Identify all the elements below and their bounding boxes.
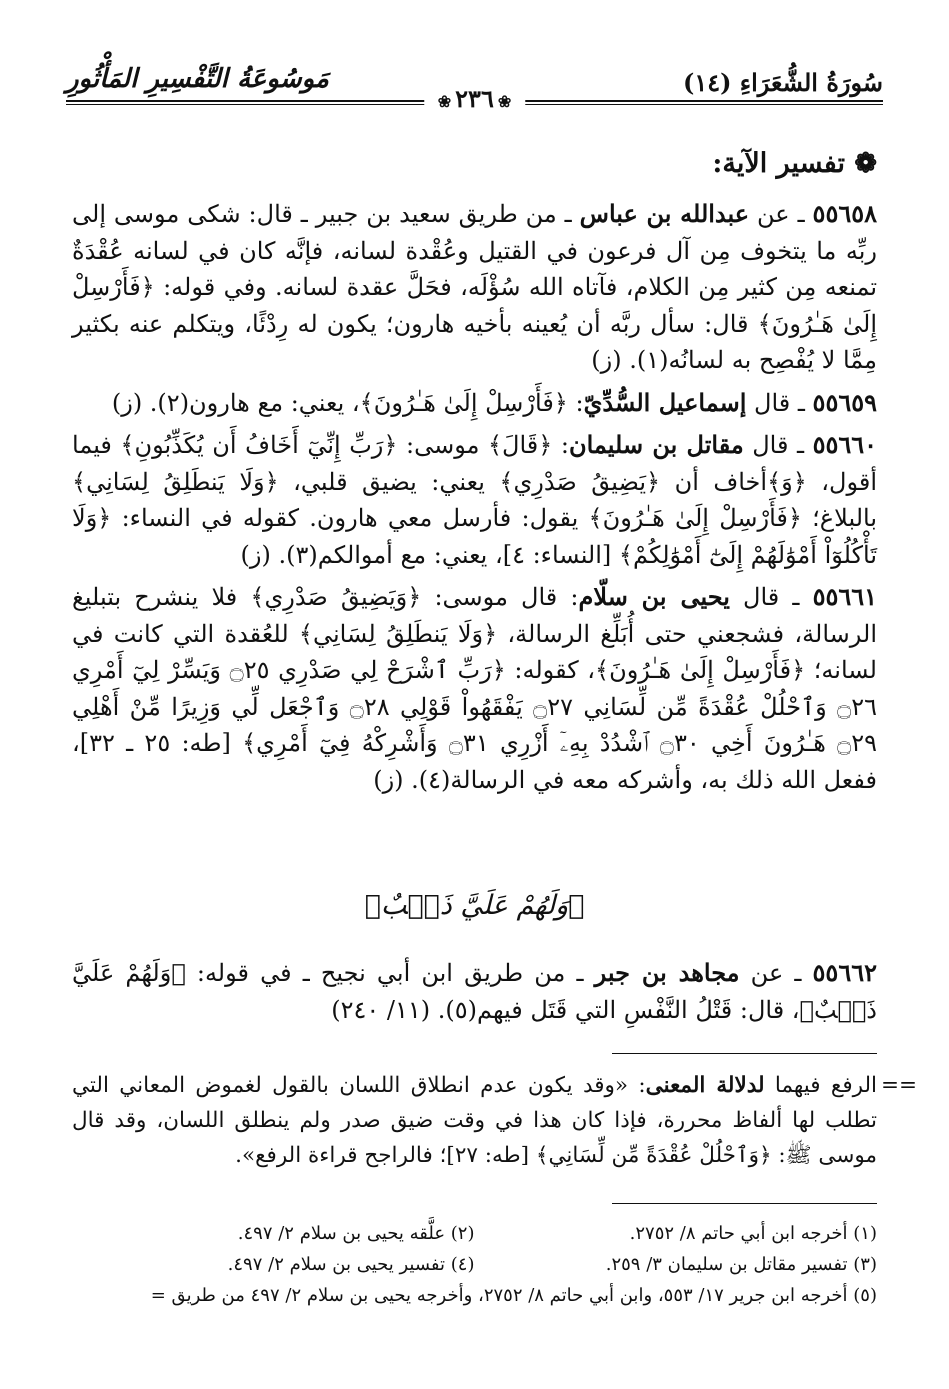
- continued-note: [72, 1068, 917, 1173]
- footnote-3: (٣) تفسير مقاتل بن سليمان ٣/ ٢٥٩.: [605, 1254, 877, 1275]
- narrator-name: مجاهد بن جبر: [594, 958, 740, 987]
- narrator-name: إسماعيل السُّدِّيّ: [583, 387, 747, 417]
- narrator-name: يحيى بن سلّام: [578, 582, 730, 611]
- entry-prefix: ـ قال: [746, 388, 813, 417]
- running-header: [66, 58, 883, 113]
- entry-paragraph: [72, 385, 877, 422]
- main-text-after: [72, 955, 877, 1034]
- continuation-marker: ==: [880, 1073, 917, 1098]
- entry-paragraph: [72, 955, 877, 1028]
- entry-paragraph: [72, 196, 877, 379]
- footnote-2: (٢) علَّقه يحيى بن سلام ٢/ ٤٩٧.: [237, 1223, 475, 1244]
- entry-prefix: ـ قال: [743, 431, 813, 459]
- page-number-value: ٢٣٦: [455, 84, 494, 113]
- entry-number: ٥٥٦٦٢: [812, 958, 877, 987]
- footnote-row: [72, 1218, 877, 1249]
- entry-paragraph: [72, 427, 877, 573]
- footnote-5: (٥) أخرجه ابن جرير ١٧/ ٥٥٣، وابن أبي حاتم ٨/ ٢٧٥٢، وأخرجه يحيى بن سلام ٢/ ٤٩٧ من طريق =: [150, 1285, 877, 1306]
- footnote-separator: [612, 1203, 877, 1204]
- footnote-1: (١) أخرجه ابن أبي حاتم ٨/ ٢٧٥٢.: [629, 1223, 877, 1244]
- entry-number: ٥٥٦٦٠: [812, 430, 878, 459]
- entry-number: ٥٥٦٦١: [812, 582, 878, 611]
- entry-number: ٥٥٦٥٩: [812, 387, 877, 417]
- page-number: [424, 84, 525, 113]
- ornament-icon: ❀: [437, 92, 452, 111]
- footnotes: [72, 1218, 877, 1311]
- narrator-name: مقاتل بن سليمان: [568, 430, 744, 459]
- note-bold: لدلالة المعنى: [645, 1073, 765, 1098]
- entry-paragraph: [72, 579, 877, 798]
- note-text: : «وقد يكون عدم انطلاق اللسان بالقول لغموض المعاني التي تطلب لها ألفاظ محررة، فإذا كان هذا في وقت ضيق صدر ولم ينطلق اللسان، وقد قال موسى ﷺ: ﴿وَٱحْلُلْ عُقْدَةً مِّن لِّسَانِي﴾ [طه: ٢٧]؛ فالراجح قراءة الرفع».: [72, 1073, 877, 1168]
- entry-text: : قال موسى: ﴿وَيَضِيقُ صَدْرِي﴾ فلا ينشرح بتبليغ الرسالة، فشجعني حتى أُبَلِّغ الرسالة، ﴿وَلَا يَنطَلِقُ لِسَانِي﴾ للعُقدة التي كانت في لسانه؛ ﴿فَأَرْسِلْ إِلَىٰ هَـٰرُونَ﴾، كقوله: ﴿رَبِّ ٱشْرَحْ لِي صَدْرِي ۝٢٥ وَيَسِّرْ لِيٓ أَمْرِي ۝٢٦ وَٱحْلُلْ عُقْدَةً مِّن لِّسَانِي ۝٢٧ يَفْقَهُواْ قَوْلِي ۝٢٨ وَٱجْعَل لِّي وَزِيرًا مِّنْ أَهْلِي ۝٢٩ هَـٰرُونَ أَخِي ۝٣٠ ٱشْدُدْ بِهِۦٓ أَزْرِي ۝٣١ وَأَشْرِكْهُ فِيٓ أَمْرِي﴾ [طه: ٢٥ ـ ٣٢]، ففعل الله ذلك به، وأشركه معه في الرسالة(٤). (ز): [72, 583, 877, 794]
- entry-text: : ﴿فَأَرْسِلْ إِلَىٰ هَـٰرُونَ﴾، يعني: مع هارون(٢). (ز): [111, 388, 584, 417]
- entry-text: ـ من طريق سعيد بن جبير ـ قال: شكى موسى إلى ربِّه ما يتخوف مِن آل فرعون في القتيل وعُقْدة لسانه، فإنَّه كان في لسانه عُقْدَةٌ تمنعه مِن كثير مِن الكلام، فآتاه الله سُؤْلَه، فحَلَّ عقدة لسانه. وفي قوله: ﴿فَأَرْسِلْ إِلَىٰ هَـٰرُونَ﴾ قال: سأل ربَّه أن يُعينه بأخيه هارون؛ يكون له رِدْئًا، ويتكلم عنه بكثير مِمَّا لا يُفْصِح به لسانُه(١). (ز): [72, 200, 878, 374]
- entry-prefix: ـ عن: [739, 959, 813, 987]
- footnote-4: (٤) تفسير يحيى بن سلام ٢/ ٤٩٧.: [227, 1254, 475, 1275]
- main-text: [72, 196, 877, 804]
- narrator-name: عبدالله بن عباس: [579, 199, 750, 228]
- section-title: ❁ تفسير الآية:: [712, 148, 877, 179]
- note-prefix: الرفع فيهما: [764, 1073, 877, 1098]
- entry-text: : ﴿قَالَ﴾ موسى: ﴿رَبِّ إِنِّيٓ أَخَافُ أَن يُكَذِّبُونِ﴾ فيما أقول، ﴿وَ﴾أخاف أن ﴿يَضِيقُ صَدْرِي﴾ يعني: يضيق قلبي، ﴿وَلَا يَنطَلِقُ لِسَانِي﴾ بالبلاغ؛ ﴿فَأَرْسِلْ إِلَىٰ هَـٰرُونَ﴾ يقول: فأرسل معي هارون. كقوله في النساء: ﴿وَلَا تَأْكُلُوٓاْ أَمْوَٰلَهُمْ إِلَىٰٓ أَمْوَٰلِكُمْ﴾ [النساء: ٤]، يعني: مع أموالكم(٣). (ز): [72, 431, 877, 569]
- entry-prefix: ـ قال: [729, 583, 813, 611]
- footnote-row: [72, 1249, 877, 1280]
- entry-text: ـ من طريق ابن أبي نجيح ـ في قوله: ﴿وَلَهُمْ عَلَيَّ ذَنۢبٌ﴾، قال: قَتْلُ النَّفْسِ التي قَتَل فيهم(٥). (١١/ ٢٤٠): [72, 959, 877, 1024]
- entry-number: ٥٥٦٥٨: [812, 199, 877, 228]
- verse-heading: ﴿وَلَهُمْ عَلَيَّ ذَنۢبٌ﴾: [364, 890, 585, 921]
- book-title: مَوسُوعَةُ التَّفْسِيرِ المَأْثُورِ: [66, 64, 329, 94]
- footnote-separator: [612, 1053, 877, 1054]
- surah-title: سُورَةُ الشُّعَرَاءِ (١٤): [682, 68, 883, 97]
- entry-prefix: ـ عن: [749, 200, 813, 228]
- ornament-icon: ❀: [497, 92, 512, 111]
